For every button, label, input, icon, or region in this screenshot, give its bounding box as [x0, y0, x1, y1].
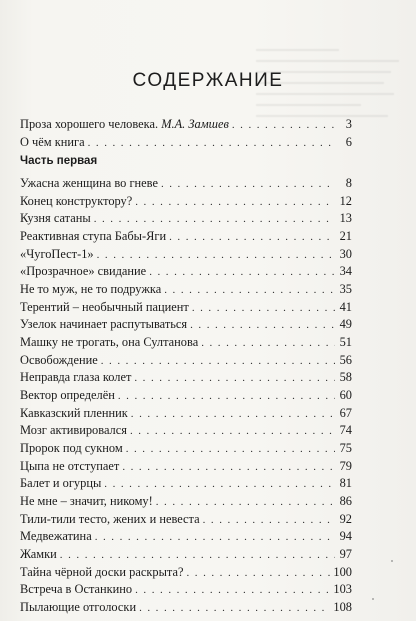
toc-entry-label: Узелок начинает распутываться	[20, 317, 188, 332]
toc-entry-label: Пылающие отголоски	[20, 599, 137, 614]
toc-entry-page: 49	[339, 317, 352, 332]
toc-chapter-entry[interactable]	[20, 457, 352, 475]
toc-entry-page: 30	[339, 246, 352, 261]
toc-entry-label: Цыпа не отступает	[20, 458, 120, 473]
toc-chapter-entry[interactable]	[20, 245, 352, 263]
dot-leader	[192, 299, 335, 317]
toc-entry-page: 100	[333, 564, 352, 579]
toc-entry-label: Тили-тили тесто, жених и невеста	[20, 511, 200, 526]
toc-entry-label: Реактивная ступа Бабы-Яги	[20, 229, 167, 243]
dot-leader	[94, 210, 335, 228]
toc-chapter-entry[interactable]	[20, 192, 352, 210]
toc-entry-page: 97	[339, 546, 352, 561]
toc-entry-page: 67	[339, 405, 352, 420]
toc-entry-title: Проза хорошего человека.	[20, 117, 159, 131]
toc-chapter-entry[interactable]	[20, 386, 352, 404]
toc-entry-label: Тайна чёрной доски раскрыта?	[20, 564, 184, 579]
dot-leader	[104, 475, 335, 493]
toc-entry-label: О чём книга	[20, 135, 85, 149]
toc-entry-page: 3	[345, 117, 352, 131]
toc-entry-label: Не то муж, не то подружка	[20, 282, 162, 296]
toc-entry-page: 21	[339, 229, 352, 243]
toc-chapter-entry[interactable]	[20, 598, 352, 616]
toc-entry-page: 41	[339, 299, 352, 314]
toc-entry-page: 108	[333, 599, 352, 614]
toc-chapter-entry[interactable]	[20, 368, 352, 386]
toc-chapter-entry[interactable]	[20, 404, 352, 422]
toc-entry-label: Неправда глаза колет	[20, 370, 132, 385]
toc-entry-label: Встреча в Останкино	[20, 582, 133, 597]
toc-entry-page: 6	[345, 135, 352, 149]
toc-entry-label	[20, 115, 229, 133]
toc-entry-page: 103	[333, 582, 352, 597]
toc-entry-label: Кузня сатаны	[20, 211, 91, 226]
toc-entry-label: Кавказский пленник	[20, 405, 128, 420]
dot-leader	[131, 405, 335, 423]
toc-entry-page: 74	[339, 423, 352, 438]
dot-leader	[161, 175, 335, 193]
dot-leader	[130, 422, 335, 440]
part-heading: Часть первая	[20, 155, 98, 167]
dot-leader	[232, 116, 335, 134]
dot-leader	[135, 193, 335, 211]
toc-entry-label: Машку не трогать, она Султанова	[20, 334, 199, 349]
toc-chapter-entry[interactable]	[20, 474, 352, 492]
toc-entry-about[interactable]	[20, 133, 352, 151]
toc-chapter-entry[interactable]	[20, 580, 352, 598]
dot-leader	[190, 316, 335, 334]
page-title: СОДЕРЖАНИЕ	[132, 70, 284, 91]
dot-leader	[139, 599, 330, 617]
toc-entry-label: Балет и огурцы	[20, 476, 102, 491]
toc-entry-label: Медвежатина	[20, 529, 92, 544]
toc-chapter-entry[interactable]	[20, 174, 352, 192]
toc-entry-page: 92	[339, 511, 352, 526]
toc-chapter-entry[interactable]	[20, 527, 352, 545]
toc-entry-label: Жамки	[20, 546, 57, 561]
toc-chapter-entry[interactable]	[20, 298, 352, 316]
toc-chapter-entry[interactable]	[20, 315, 352, 333]
dot-leader	[97, 246, 335, 264]
toc-entry-label: Пророк под сукном	[20, 440, 123, 455]
toc-chapter-entry[interactable]	[20, 421, 352, 439]
dot-leader	[201, 334, 335, 352]
dot-leader	[149, 263, 335, 281]
dot-leader	[101, 352, 335, 370]
toc-entry-label: Ужасна женщина во гневе	[20, 176, 158, 190]
dot-leader	[95, 528, 335, 546]
toc-chapter-entry[interactable]	[20, 227, 352, 245]
toc-entry-page: 35	[339, 282, 352, 296]
dot-leader	[164, 281, 335, 299]
toc-entry-label: «ЧугоПест-1»	[20, 246, 94, 261]
toc-entry-page: 51	[339, 334, 352, 349]
toc-entry-page: 58	[339, 370, 352, 385]
toc-entry-label: Терентий – необычный пациент	[20, 299, 189, 314]
dot-leader	[135, 581, 330, 599]
toc-entry-page: 81	[339, 476, 352, 491]
toc-chapter-entry[interactable]	[20, 492, 352, 510]
toc-entry-page: 86	[339, 493, 352, 508]
toc-entry-page: 56	[339, 352, 352, 367]
toc-entry-label: Не мне – значит, никому!	[20, 493, 153, 508]
toc-chapter-entry[interactable]	[20, 280, 352, 298]
toc-chapter-entry[interactable]	[20, 439, 352, 457]
toc-entry-page: 60	[339, 387, 352, 402]
toc-chapter-entry[interactable]	[20, 510, 352, 528]
dot-leader	[156, 493, 335, 511]
dot-leader	[169, 228, 335, 246]
dot-leader	[88, 134, 335, 152]
toc-chapter-entry[interactable]	[20, 351, 352, 369]
dot-leader	[60, 546, 335, 564]
toc-chapter-entry[interactable]	[20, 333, 352, 351]
toc-entry-page: 94	[339, 529, 352, 544]
toc-entry-foreword[interactable]	[20, 115, 352, 133]
toc-entry-page: 8	[345, 176, 352, 190]
toc-entry-page: 34	[339, 264, 352, 279]
toc-entry-page: 12	[339, 193, 352, 208]
toc-entry-page: 79	[339, 458, 352, 473]
dot-leader	[186, 564, 330, 582]
dot-leader	[134, 369, 335, 387]
toc-chapter-entry[interactable]	[20, 563, 352, 581]
toc-entry-label: Вектор определён	[20, 387, 115, 402]
toc-entry-page: 75	[339, 440, 352, 455]
toc-entry-label: Конец конструктору?	[20, 193, 133, 208]
dot-leader	[118, 387, 335, 405]
dot-leader	[203, 511, 335, 529]
toc-entry-page: 13	[339, 211, 352, 226]
toc-entry-author: М.А. Замшев	[161, 117, 229, 131]
toc-entry-label: Мозг активировался	[20, 423, 127, 438]
toc-entry-label: «Прозрачное» свидание	[20, 264, 147, 279]
toc-entry-label: Освобождение	[20, 352, 98, 367]
dot-leader	[122, 458, 335, 476]
toc-chapter-entry[interactable]	[20, 545, 352, 563]
toc-chapter-entry[interactable]	[20, 262, 352, 280]
dot-leader	[126, 440, 335, 458]
toc-chapter-entry[interactable]	[20, 209, 352, 227]
